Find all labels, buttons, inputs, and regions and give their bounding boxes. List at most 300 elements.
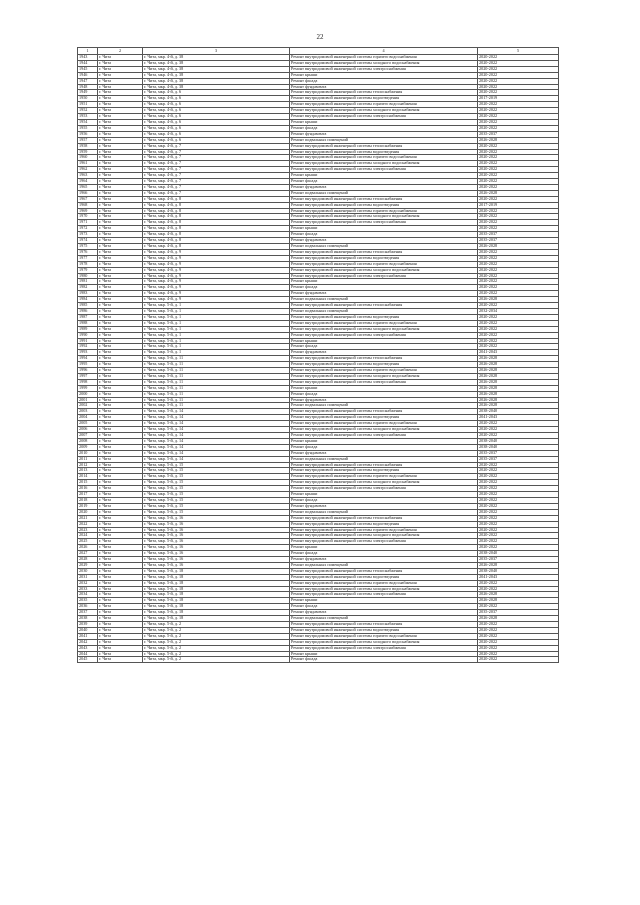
work-type-cell: Ремонт внутридомовой инженерной системы электроснабжения: [290, 433, 478, 439]
work-type-cell: Ремонт внутридомовой инженерной системы водоотведения: [290, 314, 478, 320]
work-type-cell: Ремонт подвальных помещений: [290, 403, 478, 409]
work-type-cell: Ремонт крыши: [290, 651, 478, 657]
locality-cell: г. Чита: [98, 515, 143, 521]
period-cell: 2020-2022: [478, 184, 559, 190]
row-number-cell: 1983: [78, 291, 98, 297]
row-number-cell: 2012: [78, 462, 98, 468]
row-number-cell: 2009: [78, 444, 98, 450]
period-cell: 2020-2022: [478, 78, 559, 84]
table-header-row: [78, 48, 559, 55]
period-cell: 2020-2022: [478, 326, 559, 332]
address-cell: г. Чита, мкр. 4-й, д. 6: [143, 125, 290, 131]
table-row: [78, 539, 559, 545]
locality-cell: г. Чита: [98, 273, 143, 279]
work-type-cell: Ремонт крыши: [290, 226, 478, 232]
table-row: [78, 515, 559, 521]
period-cell: 2035-2037: [478, 232, 559, 238]
row-number-cell: 1950: [78, 96, 98, 102]
locality-cell: г. Чита: [98, 633, 143, 639]
locality-cell: г. Чита: [98, 90, 143, 96]
row-number-cell: 2016: [78, 486, 98, 492]
table-row: [78, 303, 559, 309]
period-cell: 2020-2022: [478, 586, 559, 592]
address-cell: г. Чита, мкр. 5-й, д. 18: [143, 574, 290, 580]
locality-cell: г. Чита: [98, 226, 143, 232]
row-number-cell: 2030: [78, 568, 98, 574]
table-row: [78, 220, 559, 226]
work-type-cell: Ремонт фундамента: [290, 557, 478, 563]
work-type-cell: Ремонт внутридомовой инженерной системы электроснабжения: [290, 66, 478, 72]
period-cell: 2020-2022: [478, 320, 559, 326]
table-row: [78, 332, 559, 338]
period-cell: 2026-2028: [478, 598, 559, 604]
work-type-cell: Ремонт внутридомовой инженерной системы электроснабжения: [290, 332, 478, 338]
row-number-cell: 1980: [78, 273, 98, 279]
row-number-cell: 2023: [78, 527, 98, 533]
row-number-cell: 2013: [78, 468, 98, 474]
work-type-cell: Ремонт внутридомовой инженерной системы холодного водоснабжения: [290, 373, 478, 379]
address-cell: г. Чита, мкр. 4-й, д. 38: [143, 60, 290, 66]
row-number-cell: 2015: [78, 480, 98, 486]
work-type-cell: Ремонт внутридомовой инженерной системы теплоснабжения: [290, 462, 478, 468]
period-cell: 2020-2022: [478, 226, 559, 232]
table-row: [78, 409, 559, 415]
row-number-cell: 1984: [78, 297, 98, 303]
locality-cell: г. Чита: [98, 598, 143, 604]
table-row: [78, 527, 559, 533]
table-row: [78, 362, 559, 368]
locality-cell: г. Чита: [98, 456, 143, 462]
work-type-cell: Ремонт фундамента: [290, 610, 478, 616]
work-type-cell: Ремонт внутридомовой инженерной системы электроснабжения: [290, 273, 478, 279]
table-row: [78, 184, 559, 190]
address-cell: г. Чита, мкр. 5-й, д. 16: [143, 557, 290, 563]
work-type-cell: Ремонт внутридомовой инженерной системы теплоснабжения: [290, 249, 478, 255]
period-cell: 2026-2028: [478, 385, 559, 391]
work-type-cell: Ремонт крыши: [290, 279, 478, 285]
locality-cell: г. Чита: [98, 480, 143, 486]
row-number-cell: 1947: [78, 78, 98, 84]
work-type-cell: Ремонт внутридомовой инженерной системы холодного водоснабжения: [290, 533, 478, 539]
work-type-cell: Ремонт крыши: [290, 492, 478, 498]
work-type-cell: Ремонт внутридомовой инженерной системы электроснабжения: [290, 379, 478, 385]
table-row: [78, 622, 559, 628]
work-type-cell: Ремонт фасада: [290, 604, 478, 610]
period-cell: 2038-2040: [478, 444, 559, 450]
period-cell: 2038-2040: [478, 551, 559, 557]
row-number-cell: 1967: [78, 196, 98, 202]
address-cell: г. Чита, мкр. 4-й, д. 6: [143, 96, 290, 102]
period-cell: 2020-2022: [478, 533, 559, 539]
address-cell: г. Чита, мкр. 4-й, д. 9: [143, 273, 290, 279]
table-row: [78, 503, 559, 509]
row-number-cell: 2001: [78, 397, 98, 403]
row-number-cell: 1945: [78, 66, 98, 72]
address-cell: г. Чита, мкр. 4-й, д. 6: [143, 119, 290, 125]
address-cell: г. Чита, мкр. 4-й, д. 38: [143, 78, 290, 84]
table-row: [78, 509, 559, 515]
table-row: [78, 326, 559, 332]
row-number-cell: 2044: [78, 651, 98, 657]
table-row: [78, 190, 559, 196]
row-number-cell: 2011: [78, 456, 98, 462]
address-cell: г. Чита, мкр. 5-й, д. 18: [143, 604, 290, 610]
work-type-cell: Ремонт внутридомовой инженерной системы водоотведения: [290, 149, 478, 155]
work-type-cell: Ремонт внутридомовой инженерной системы холодного водоснабжения: [290, 586, 478, 592]
address-cell: г. Чита, мкр. 5-й, д. 16: [143, 527, 290, 533]
locality-cell: г. Чита: [98, 66, 143, 72]
table-row: [78, 557, 559, 563]
work-type-cell: Ремонт фасада: [290, 78, 478, 84]
table-row: [78, 568, 559, 574]
address-cell: г. Чита, мкр. 4-й, д. 8: [143, 220, 290, 226]
table-row: [78, 627, 559, 633]
address-cell: г. Чита, мкр. 4-й, д. 9: [143, 267, 290, 273]
period-cell: 2020-2022: [478, 155, 559, 161]
row-number-cell: 2010: [78, 450, 98, 456]
row-number-cell: 2025: [78, 539, 98, 545]
table-row: [78, 244, 559, 250]
locality-cell: г. Чита: [98, 379, 143, 385]
locality-cell: г. Чита: [98, 255, 143, 261]
period-cell: 2020-2022: [478, 108, 559, 114]
address-cell: г. Чита, мкр. 4-й, д. 6: [143, 137, 290, 143]
locality-cell: г. Чита: [98, 214, 143, 220]
row-number-cell: 2017: [78, 492, 98, 498]
work-type-cell: Ремонт фасада: [290, 125, 478, 131]
period-cell: 2026-2028: [478, 403, 559, 409]
locality-cell: г. Чита: [98, 291, 143, 297]
locality-cell: г. Чита: [98, 338, 143, 344]
work-type-cell: Ремонт фундамента: [290, 350, 478, 356]
work-type-cell: Ремонт внутридомовой инженерной системы водоотведения: [290, 627, 478, 633]
period-cell: 2020-2022: [478, 143, 559, 149]
table-row: [78, 421, 559, 427]
work-type-cell: Ремонт внутридомовой инженерной системы горячего водоснабжения: [290, 261, 478, 267]
table-row: [78, 60, 559, 66]
work-type-cell: Ремонт фасада: [290, 497, 478, 503]
work-type-cell: Ремонт внутридомовой инженерной системы теплоснабжения: [290, 568, 478, 574]
row-number-cell: 1944: [78, 60, 98, 66]
period-cell: 2038-2040: [478, 409, 559, 415]
address-cell: г. Чита, мкр. 4-й, д. 7: [143, 184, 290, 190]
row-number-cell: 1963: [78, 173, 98, 179]
row-number-cell: 2021: [78, 515, 98, 521]
address-cell: г. Чита, мкр. 5-й, д. 1: [143, 308, 290, 314]
locality-cell: г. Чита: [98, 580, 143, 586]
address-cell: г. Чита, мкр. 5-й, д. 18: [143, 592, 290, 598]
row-number-cell: 1970: [78, 214, 98, 220]
row-number-cell: 2000: [78, 391, 98, 397]
locality-cell: г. Чита: [98, 551, 143, 557]
address-cell: г. Чита, мкр. 5-й, д. 14: [143, 415, 290, 421]
work-type-cell: Ремонт внутридомовой инженерной системы электроснабжения: [290, 114, 478, 120]
address-cell: г. Чита, мкр. 5-й, д. 2: [143, 651, 290, 657]
row-number-cell: 1968: [78, 202, 98, 208]
locality-cell: г. Чита: [98, 72, 143, 78]
work-type-cell: Ремонт фундамента: [290, 291, 478, 297]
row-number-cell: 2003: [78, 409, 98, 415]
address-cell: г. Чита, мкр. 4-й, д. 8: [143, 208, 290, 214]
row-number-cell: 1977: [78, 255, 98, 261]
work-type-cell: Ремонт внутридомовой инженерной системы электроснабжения: [290, 167, 478, 173]
locality-cell: г. Чита: [98, 627, 143, 633]
row-number-cell: 2014: [78, 474, 98, 480]
table-row: [78, 379, 559, 385]
locality-cell: г. Чита: [98, 190, 143, 196]
table-row: [78, 66, 559, 72]
locality-cell: г. Чита: [98, 497, 143, 503]
locality-cell: г. Чита: [98, 568, 143, 574]
period-cell: 2020-2022: [478, 167, 559, 173]
locality-cell: г. Чита: [98, 173, 143, 179]
row-number-cell: 1956: [78, 131, 98, 137]
table-row: [78, 90, 559, 96]
table-row: [78, 267, 559, 273]
address-cell: г. Чита, мкр. 4-й, д. 6: [143, 114, 290, 120]
work-type-cell: Ремонт внутридомовой инженерной системы холодного водоснабжения: [290, 267, 478, 273]
work-type-cell: Ремонт внутридомовой инженерной системы теплоснабжения: [290, 515, 478, 521]
table-row: [78, 427, 559, 433]
period-cell: 2020-2022: [478, 503, 559, 509]
address-cell: г. Чита, мкр. 4-й, д. 7: [143, 161, 290, 167]
period-cell: 2020-2022: [478, 72, 559, 78]
period-cell: 2035-2037: [478, 131, 559, 137]
row-number-cell: 1962: [78, 167, 98, 173]
work-type-cell: Ремонт подвальных помещений: [290, 297, 478, 303]
period-cell: 2020-2022: [478, 214, 559, 220]
address-cell: г. Чита, мкр. 4-й, д. 9: [143, 285, 290, 291]
row-number-cell: 1960: [78, 155, 98, 161]
period-cell: 2035-2037: [478, 456, 559, 462]
locality-cell: г. Чита: [98, 356, 143, 362]
locality-cell: г. Чита: [98, 616, 143, 622]
table-row: [78, 273, 559, 279]
header-cell: 2: [98, 48, 143, 55]
address-cell: г. Чита, мкр. 5-й, д. 16: [143, 545, 290, 551]
address-cell: г. Чита, мкр. 5-й, д. 16: [143, 521, 290, 527]
period-cell: 2020-2022: [478, 173, 559, 179]
locality-cell: г. Чита: [98, 60, 143, 66]
work-type-cell: Ремонт фундамента: [290, 238, 478, 244]
address-cell: г. Чита, мкр. 4-й, д. 38: [143, 84, 290, 90]
table-body: [78, 48, 559, 663]
address-cell: г. Чита, мкр. 5-й, д. 15: [143, 486, 290, 492]
locality-cell: г. Чита: [98, 119, 143, 125]
table-row: [78, 462, 559, 468]
locality-cell: г. Чита: [98, 314, 143, 320]
work-type-cell: Ремонт внутридомовой инженерной системы горячего водоснабжения: [290, 320, 478, 326]
row-number-cell: 1998: [78, 379, 98, 385]
row-number-cell: 2034: [78, 592, 98, 598]
table-row: [78, 645, 559, 651]
locality-cell: г. Чита: [98, 232, 143, 238]
work-type-cell: Ремонт крыши: [290, 385, 478, 391]
period-cell: 2026-2028: [478, 356, 559, 362]
address-cell: г. Чита, мкр. 5-й, д. 11: [143, 368, 290, 374]
row-number-cell: 1978: [78, 261, 98, 267]
period-cell: 2035-2037: [478, 557, 559, 563]
period-cell: 2020-2022: [478, 267, 559, 273]
work-type-cell: Ремонт крыши: [290, 173, 478, 179]
locality-cell: г. Чита: [98, 503, 143, 509]
row-number-cell: 1989: [78, 326, 98, 332]
period-cell: 2020-2022: [478, 285, 559, 291]
table-row: [78, 616, 559, 622]
address-cell: г. Чита, мкр. 5-й, д. 11: [143, 373, 290, 379]
address-cell: г. Чита, мкр. 5-й, д. 14: [143, 421, 290, 427]
locality-cell: г. Чита: [98, 444, 143, 450]
address-cell: г. Чита, мкр. 5-й, д. 15: [143, 503, 290, 509]
address-cell: г. Чита, мкр. 4-й, д. 6: [143, 108, 290, 114]
table-row: [78, 468, 559, 474]
row-number-cell: 2041: [78, 633, 98, 639]
table-row: [78, 161, 559, 167]
work-type-cell: Ремонт внутридомовой инженерной системы водоотведения: [290, 468, 478, 474]
period-cell: 2020-2022: [478, 338, 559, 344]
locality-cell: г. Чита: [98, 326, 143, 332]
period-cell: 2035-2037: [478, 238, 559, 244]
address-cell: г. Чита, мкр. 5-й, д. 2: [143, 627, 290, 633]
table-row: [78, 586, 559, 592]
address-cell: г. Чита, мкр. 5-й, д. 18: [143, 568, 290, 574]
table-row: [78, 574, 559, 580]
row-number-cell: 1990: [78, 332, 98, 338]
address-cell: г. Чита, мкр. 5-й, д. 18: [143, 586, 290, 592]
work-type-cell: Ремонт внутридомовой инженерной системы водоотведения: [290, 521, 478, 527]
address-cell: г. Чита, мкр. 4-й, д. 8: [143, 202, 290, 208]
locality-cell: г. Чита: [98, 167, 143, 173]
period-cell: 2020-2022: [478, 220, 559, 226]
locality-cell: г. Чита: [98, 202, 143, 208]
work-type-cell: Ремонт крыши: [290, 545, 478, 551]
row-number-cell: 2045: [78, 657, 98, 663]
work-type-cell: Ремонт внутридомовой инженерной системы электроснабжения: [290, 592, 478, 598]
period-cell: 2020-2022: [478, 633, 559, 639]
address-cell: г. Чита, мкр. 5-й, д. 15: [143, 480, 290, 486]
work-type-cell: Ремонт внутридомовой инженерной системы горячего водоснабжения: [290, 633, 478, 639]
row-number-cell: 2008: [78, 438, 98, 444]
address-cell: г. Чита, мкр. 4-й, д. 9: [143, 249, 290, 255]
work-type-cell: Ремонт подвальных помещений: [290, 137, 478, 143]
row-number-cell: 1995: [78, 362, 98, 368]
locality-cell: г. Чита: [98, 438, 143, 444]
row-number-cell: 1964: [78, 179, 98, 185]
address-cell: г. Чита, мкр. 4-й, д. 8: [143, 238, 290, 244]
work-type-cell: Ремонт фасада: [290, 657, 478, 663]
row-number-cell: 1994: [78, 356, 98, 362]
row-number-cell: 1972: [78, 226, 98, 232]
row-number-cell: 1981: [78, 279, 98, 285]
work-type-cell: Ремонт внутридомовой инженерной системы горячего водоснабжения: [290, 527, 478, 533]
work-type-cell: Ремонт крыши: [290, 72, 478, 78]
work-type-cell: Ремонт внутридомовой инженерной системы холодного водоснабжения: [290, 161, 478, 167]
locality-cell: г. Чита: [98, 409, 143, 415]
locality-cell: г. Чита: [98, 267, 143, 273]
row-number-cell: 1954: [78, 119, 98, 125]
period-cell: 2020-2022: [478, 539, 559, 545]
table-row: [78, 143, 559, 149]
work-type-cell: Ремонт фасада: [290, 551, 478, 557]
table-row: [78, 255, 559, 261]
locality-cell: г. Чита: [98, 533, 143, 539]
locality-cell: г. Чита: [98, 155, 143, 161]
period-cell: 2020-2022: [478, 545, 559, 551]
period-cell: 2020-2022: [478, 303, 559, 309]
address-cell: г. Чита, мкр. 4-й, д. 9: [143, 279, 290, 285]
table-row: [78, 196, 559, 202]
locality-cell: г. Чита: [98, 645, 143, 651]
work-type-cell: Ремонт фасада: [290, 391, 478, 397]
row-number-cell: 1955: [78, 125, 98, 131]
period-cell: 2020-2022: [478, 604, 559, 610]
period-cell: 2026-2028: [478, 137, 559, 143]
address-cell: г. Чита, мкр. 5-й, д. 2: [143, 622, 290, 628]
row-number-cell: 1969: [78, 208, 98, 214]
work-type-cell: Ремонт внутридомовой инженерной системы холодного водоснабжения: [290, 60, 478, 66]
table-row: [78, 114, 559, 120]
address-cell: г. Чита, мкр. 5-й, д. 16: [143, 562, 290, 568]
row-number-cell: 1991: [78, 338, 98, 344]
locality-cell: г. Чита: [98, 196, 143, 202]
work-type-cell: Ремонт фасада: [290, 232, 478, 238]
work-type-cell: Ремонт фасада: [290, 179, 478, 185]
period-cell: 2020-2022: [478, 208, 559, 214]
period-cell: 2020-2022: [478, 149, 559, 155]
work-type-cell: Ремонт внутридомовой инженерной системы горячего водоснабжения: [290, 208, 478, 214]
address-cell: г. Чита, мкр. 4-й, д. 6: [143, 90, 290, 96]
locality-cell: г. Чита: [98, 179, 143, 185]
address-cell: г. Чита, мкр. 4-й, д. 9: [143, 291, 290, 297]
table-row: [78, 137, 559, 143]
period-cell: 2017-2019: [478, 96, 559, 102]
row-number-cell: 2028: [78, 557, 98, 563]
locality-cell: г. Чита: [98, 527, 143, 533]
work-type-cell: Ремонт внутридомовой инженерной системы электроснабжения: [290, 645, 478, 651]
locality-cell: г. Чита: [98, 149, 143, 155]
locality-cell: г. Чита: [98, 427, 143, 433]
period-cell: 2020-2022: [478, 102, 559, 108]
table-row: [78, 657, 559, 663]
address-cell: г. Чита, мкр. 4-й, д. 38: [143, 72, 290, 78]
period-cell: 2041-2043: [478, 350, 559, 356]
address-cell: г. Чита, мкр. 4-й, д. 7: [143, 155, 290, 161]
period-cell: 2020-2022: [478, 580, 559, 586]
row-number-cell: 1965: [78, 184, 98, 190]
address-cell: г. Чита, мкр. 5-й, д. 14: [143, 444, 290, 450]
row-number-cell: 1993: [78, 350, 98, 356]
work-type-cell: Ремонт внутридомовой инженерной системы электроснабжения: [290, 539, 478, 545]
locality-cell: г. Чита: [98, 261, 143, 267]
table-row: [78, 314, 559, 320]
table-row: [78, 84, 559, 90]
address-cell: г. Чита, мкр. 4-й, д. 6: [143, 102, 290, 108]
period-cell: 2020-2022: [478, 314, 559, 320]
address-cell: г. Чита, мкр. 5-й, д. 15: [143, 509, 290, 515]
locality-cell: г. Чита: [98, 373, 143, 379]
period-cell: 2020-2022: [478, 651, 559, 657]
address-cell: г. Чита, мкр. 5-й, д. 14: [143, 427, 290, 433]
locality-cell: г. Чита: [98, 303, 143, 309]
work-type-cell: Ремонт внутридомовой инженерной системы водоотведения: [290, 362, 478, 368]
period-cell: 2026-2028: [478, 362, 559, 368]
row-number-cell: 1992: [78, 344, 98, 350]
row-number-cell: 1987: [78, 314, 98, 320]
locality-cell: г. Чита: [98, 474, 143, 480]
period-cell: 2026-2028: [478, 373, 559, 379]
work-type-cell: Ремонт внутридомовой инженерной системы горячего водоснабжения: [290, 55, 478, 61]
table-row: [78, 533, 559, 539]
